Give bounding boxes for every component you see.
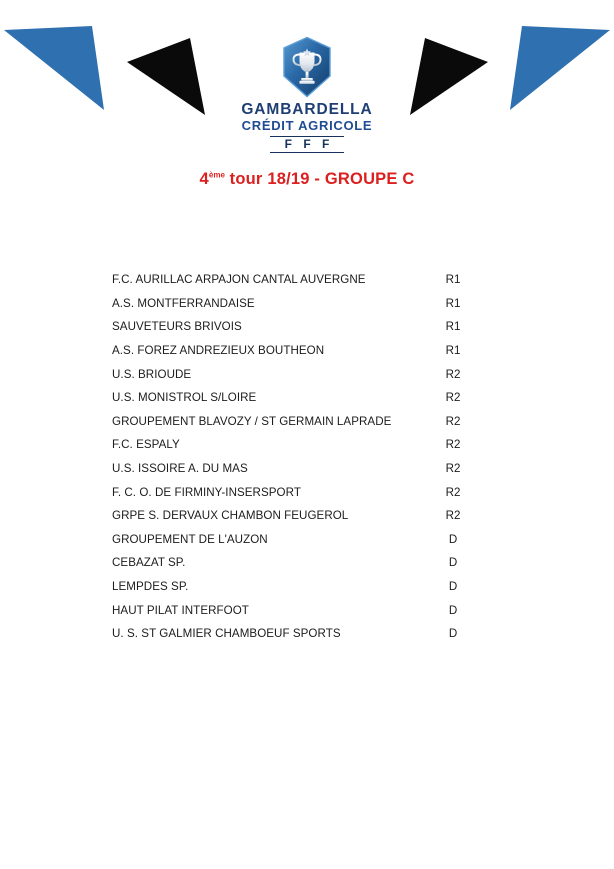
team-name-cell: F.C. ESPALY (112, 438, 180, 452)
team-division-cell: D (448, 556, 458, 570)
team-division-cell: R1 (445, 273, 461, 287)
team-name-cell: GROUPEMENT DE L'AUZON (112, 532, 268, 546)
fff-label: F F F (284, 136, 334, 151)
table-row (112, 622, 484, 646)
team-name-cell: A.S. FOREZ ANDREZIEUX BOUTHEON (112, 344, 325, 358)
team-division-cell: R2 (445, 414, 461, 428)
team-name-cell: U.S. MONISTROL S/LOIRE (112, 391, 257, 405)
round-number: 4 (199, 170, 209, 188)
table-row (112, 410, 484, 434)
logo-wordmark-credit-agricole: CRÉDIT AGRICOLE (241, 118, 373, 134)
round-ordinal-suffix: ème (208, 170, 225, 180)
team-division-cell: D (448, 627, 458, 641)
team-division-cell: D (448, 603, 458, 617)
team-division-cell: D (448, 532, 458, 546)
team-list-table (112, 268, 484, 646)
fff-rule-bottom (270, 152, 344, 153)
page-title (0, 170, 614, 189)
table-row (112, 575, 484, 599)
table-row (112, 504, 484, 528)
table-row (112, 268, 484, 292)
team-name-cell: GRPE S. DERVAUX CHAMBON FEUGEROL (112, 509, 349, 523)
team-name-cell: CEBAZAT SP. (112, 556, 186, 570)
table-row (112, 480, 484, 504)
trophy-shield-icon (279, 36, 335, 98)
logo-wordmark-gambardella: GAMBARDELLA (241, 101, 373, 118)
team-name-cell: HAUT PILAT INTERFOOT (112, 603, 249, 617)
team-name-cell: SAUVETEURS BRIVOIS (112, 320, 242, 334)
team-name-cell: LEMPDES SP. (112, 580, 189, 594)
table-row (112, 315, 484, 339)
table-row (112, 292, 484, 316)
team-name-cell: A.S. MONTFERRANDAISE (112, 296, 255, 310)
table-row (112, 598, 484, 622)
table-row (112, 362, 484, 386)
team-division-cell: R2 (445, 438, 461, 452)
team-name-cell: GROUPEMENT BLAVOZY / ST GERMAIN LAPRADE (112, 414, 392, 428)
table-row (112, 339, 484, 363)
table-row (112, 433, 484, 457)
team-division-cell: R2 (445, 485, 461, 499)
table-row (112, 457, 484, 481)
table-row (112, 528, 484, 552)
team-division-cell: R1 (445, 344, 461, 358)
team-name-cell: F. C. O. DE FIRMINY-INSERSPORT (112, 485, 301, 499)
team-division-cell: R2 (445, 367, 461, 381)
team-division-cell: R1 (445, 320, 461, 334)
fff-federation-mark (270, 136, 344, 154)
team-division-cell: D (448, 580, 458, 594)
team-division-cell: R2 (445, 391, 461, 405)
competition-logo (0, 36, 614, 153)
table-row (112, 551, 484, 575)
team-list-body (112, 268, 484, 646)
team-division-cell: R1 (445, 296, 461, 310)
team-name-cell: U.S. ISSOIRE A. DU MAS (112, 462, 248, 476)
team-division-cell: R2 (445, 462, 461, 476)
team-name-cell: U. S. ST GALMIER CHAMBOEUF SPORTS (112, 627, 341, 641)
team-name-cell: F.C. AURILLAC ARPAJON CANTAL AUVERGNE (112, 273, 366, 287)
team-name-cell: U.S. BRIOUDE (112, 367, 192, 381)
round-title-text: tour 18/19 - GROUPE C (224, 170, 415, 188)
table-row (112, 386, 484, 410)
team-division-cell: R2 (445, 509, 461, 523)
